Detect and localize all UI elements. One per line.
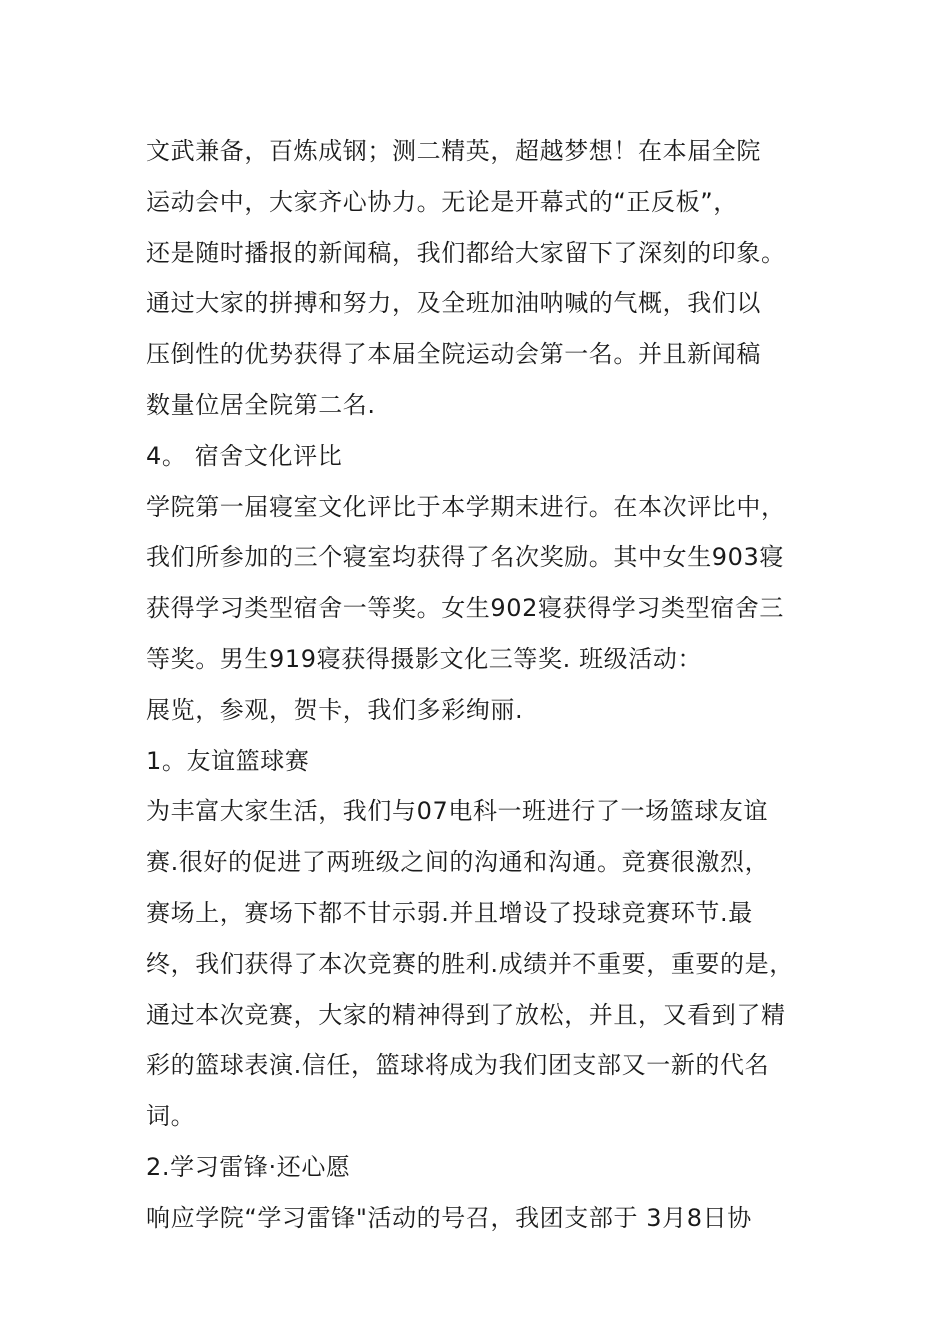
section-heading: 4。 宿舍文化评比 bbox=[146, 441, 343, 470]
paragraph-line: 获得学习类型宿舍一等奖。女生902寝获得学习类型宿舍三 bbox=[146, 594, 785, 623]
paragraph-line: 赛场上，赛场下都不甘示弱.并且增设了投球竞赛环节.最 bbox=[146, 898, 753, 927]
paragraph-line: 彩的篮球表演.信任，篮球将成为我们团支部又一新的代名 bbox=[146, 1051, 770, 1080]
paragraph-line: 我们所参加的三个寝室均获得了名次奖励。其中女生903寝 bbox=[146, 543, 785, 572]
paragraph-line: 通过大家的拼搏和努力，及全班加油呐喊的气概，我们以 bbox=[146, 289, 761, 318]
paragraph-line: 为丰富大家生活，我们与07电科一班进行了一场篮球友谊 bbox=[146, 797, 769, 826]
paragraph-line: 还是随时播报的新闻稿，我们都给大家留下了深刻的印象。 bbox=[146, 238, 786, 267]
paragraph-line: 通过本次竞赛，大家的精神得到了放松，并且，又看到了精 bbox=[146, 1000, 786, 1029]
paragraph-line: 运动会中，大家齐心协力。无论是开幕式的“正反板”， bbox=[146, 187, 738, 216]
section-heading: 2.学习雷锋·还心愿 bbox=[146, 1152, 351, 1181]
paragraph-line: 学院第一届寝室文化评比于本学期末进行。在本次评比中， bbox=[146, 492, 786, 521]
paragraph-line: 响应学院“学习雷锋"活动的号召，我团支部于 3月8日协 bbox=[146, 1203, 752, 1232]
paragraph-line: 终，我们获得了本次竞赛的胜利.成绩并不重要，重要的是， bbox=[146, 949, 794, 978]
paragraph-line: 展览，参观，贺卡，我们多彩绚丽. bbox=[146, 695, 524, 724]
paragraph-line: 数量位居全院第二名. bbox=[146, 390, 376, 419]
document-body bbox=[146, 126, 826, 1244]
section-heading: 1。友谊篮球赛 bbox=[146, 746, 310, 775]
paragraph-line: 文武兼备，百炼成钢；测二精英，超越梦想！在本届全院 bbox=[146, 137, 761, 165]
paragraph-line: 赛.很好的促进了两班级之间的沟通和沟通。竞赛很激烈， bbox=[146, 848, 770, 877]
paragraph-line: 压倒性的优势获得了本届全院运动会第一名。并且新闻稿 bbox=[146, 340, 761, 369]
paragraph-line: 等奖。男生919寝获得摄影文化三等奖. 班级活动： bbox=[146, 644, 703, 673]
paragraph-line: 词。 bbox=[146, 1102, 196, 1131]
